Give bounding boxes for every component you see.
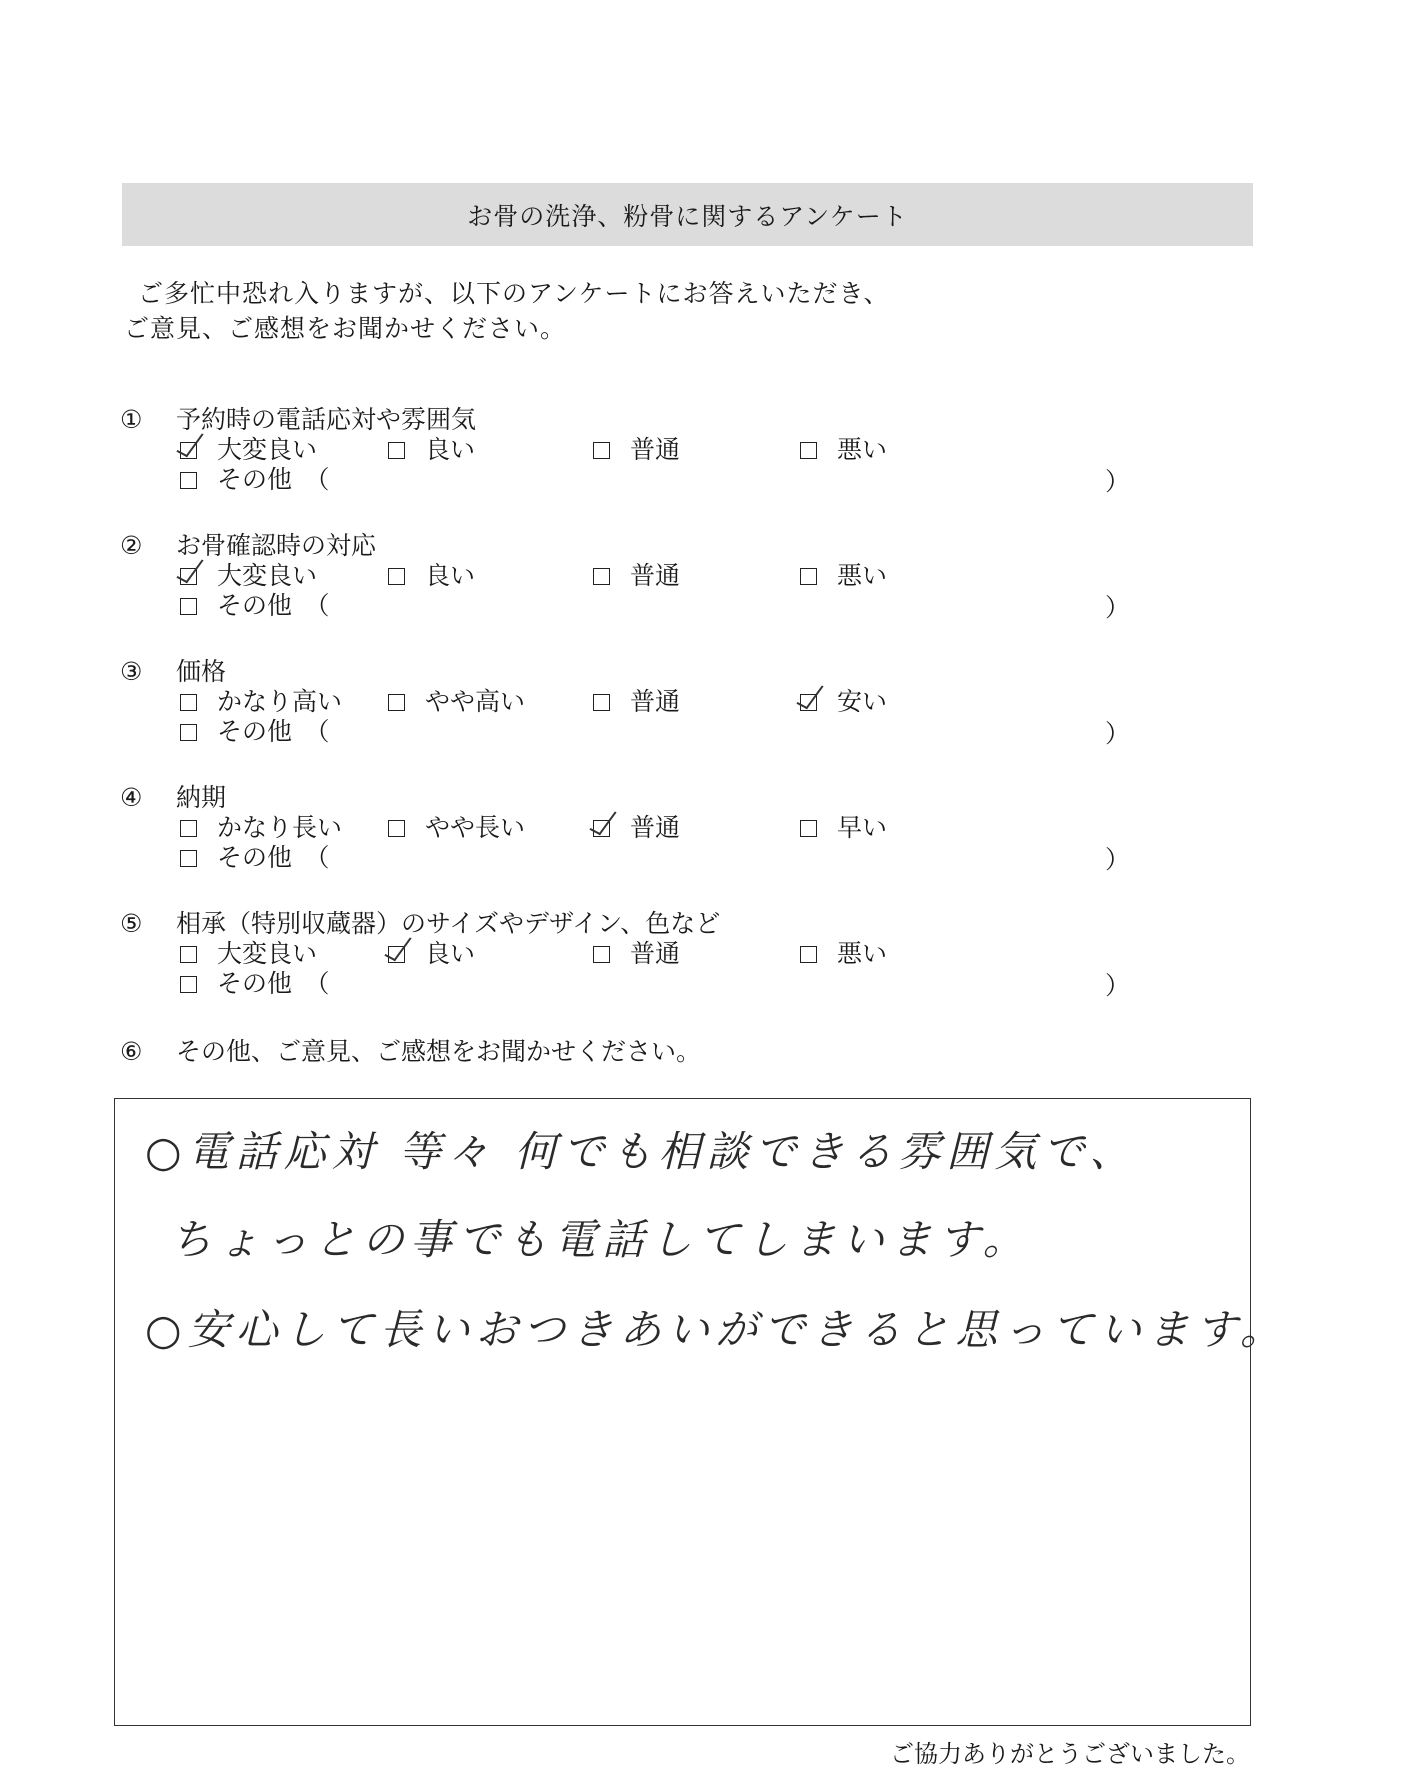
question-label: 予約時の電話応対や雰囲気 — [175, 405, 476, 434]
question-number: ① — [120, 405, 143, 434]
comment-line-3: ○安心して長いおつきあいができると思っています。 — [145, 1305, 1288, 1354]
option-other[interactable]: その他 （ — [180, 717, 330, 747]
question-1 — [120, 405, 1140, 525]
question-number: ③ — [120, 657, 143, 686]
option-4[interactable]: 悪い — [800, 561, 887, 591]
question-label: 納期 — [175, 783, 226, 812]
option-other[interactable]: その他 （ — [180, 465, 330, 495]
checkbox-checked[interactable] — [593, 820, 610, 837]
option-4[interactable]: 安い — [800, 687, 887, 717]
comment-line-1: ○電話応対 等々 何でも相談できる雰囲気で、 — [145, 1127, 1138, 1176]
question-label: 相承（特別収蔵器）のサイズやデザイン、色など — [175, 909, 721, 938]
option-1[interactable]: 大変良い — [180, 939, 317, 969]
close-paren: ） — [1105, 719, 1131, 748]
checkbox[interactable] — [800, 946, 817, 963]
survey-title: お骨の洗浄、粉骨に関するアンケート — [122, 183, 1253, 246]
checkbox-checked[interactable] — [180, 442, 197, 459]
option-3[interactable]: 普通 — [593, 939, 680, 969]
option-1[interactable]: かなり長い — [180, 813, 342, 843]
intro-line-1: ご多忙中恐れ入りますが、以下のアンケートにお答えいただき、 — [138, 279, 890, 308]
intro-text — [124, 276, 1124, 346]
close-paren: ） — [1105, 971, 1131, 1000]
checkbox-checked[interactable] — [388, 946, 405, 963]
option-2[interactable]: やや高い — [388, 687, 525, 717]
checkbox[interactable] — [180, 850, 197, 867]
question-number: ② — [120, 531, 143, 560]
question-number: ④ — [120, 783, 143, 812]
checkbox[interactable] — [180, 976, 197, 993]
checkbox[interactable] — [388, 820, 405, 837]
comment-box[interactable] — [114, 1098, 1288, 1726]
checkbox[interactable] — [800, 820, 817, 837]
option-2[interactable]: 良い — [388, 939, 475, 969]
option-3[interactable]: 普通 — [593, 561, 680, 591]
checkbox[interactable] — [388, 442, 405, 459]
option-other[interactable]: その他 （ — [180, 969, 330, 999]
checkbox[interactable] — [180, 472, 197, 489]
question-4 — [120, 783, 1140, 903]
checkbox[interactable] — [593, 694, 610, 711]
checkbox[interactable] — [180, 820, 197, 837]
checkbox[interactable] — [180, 694, 197, 711]
comment-line-2: ちょっとの事でも電話してしまいます。 — [170, 1215, 1031, 1264]
option-other[interactable]: その他 （ — [180, 843, 330, 873]
question-5 — [120, 909, 1140, 1029]
checkbox[interactable] — [388, 568, 405, 585]
checkbox[interactable] — [800, 442, 817, 459]
checkbox[interactable] — [388, 694, 405, 711]
option-4[interactable]: 悪い — [800, 939, 887, 969]
close-paren: ） — [1105, 467, 1131, 496]
question-label: その他、ご意見、ご感想をお聞かせください。 — [175, 1037, 701, 1066]
option-1[interactable]: かなり高い — [180, 687, 342, 717]
question-label: 価格 — [175, 657, 226, 686]
option-2[interactable]: やや長い — [388, 813, 525, 843]
checkbox[interactable] — [180, 724, 197, 741]
option-1[interactable]: 大変良い — [180, 435, 317, 465]
checkbox[interactable] — [180, 946, 197, 963]
option-3[interactable]: 普通 — [593, 687, 680, 717]
intro-line-2: ご意見、ご感想をお聞かせください。 — [124, 314, 567, 343]
question-2 — [120, 531, 1140, 651]
option-other[interactable]: その他 （ — [180, 591, 330, 621]
option-4[interactable]: 悪い — [800, 435, 887, 465]
option-2[interactable]: 良い — [388, 561, 475, 591]
checkbox[interactable] — [593, 568, 610, 585]
footer-thanks: ご協力ありがとうございました。 — [890, 1740, 1250, 1768]
question-3 — [120, 657, 1140, 777]
question-6 — [120, 1037, 701, 1067]
close-paren: ） — [1105, 593, 1131, 622]
checkbox[interactable] — [180, 598, 197, 615]
checkbox-checked[interactable] — [180, 568, 197, 585]
option-1[interactable]: 大変良い — [180, 561, 317, 591]
close-paren: ） — [1105, 845, 1131, 874]
option-2[interactable]: 良い — [388, 435, 475, 465]
checkbox[interactable] — [800, 568, 817, 585]
option-4[interactable]: 早い — [800, 813, 887, 843]
question-number: ⑥ — [120, 1037, 143, 1066]
option-3[interactable]: 普通 — [593, 435, 680, 465]
checkbox-checked[interactable] — [800, 694, 817, 711]
question-label: お骨確認時の対応 — [175, 531, 376, 560]
question-number: ⑤ — [120, 909, 143, 938]
checkbox[interactable] — [593, 946, 610, 963]
checkbox[interactable] — [593, 442, 610, 459]
option-3[interactable]: 普通 — [593, 813, 680, 843]
